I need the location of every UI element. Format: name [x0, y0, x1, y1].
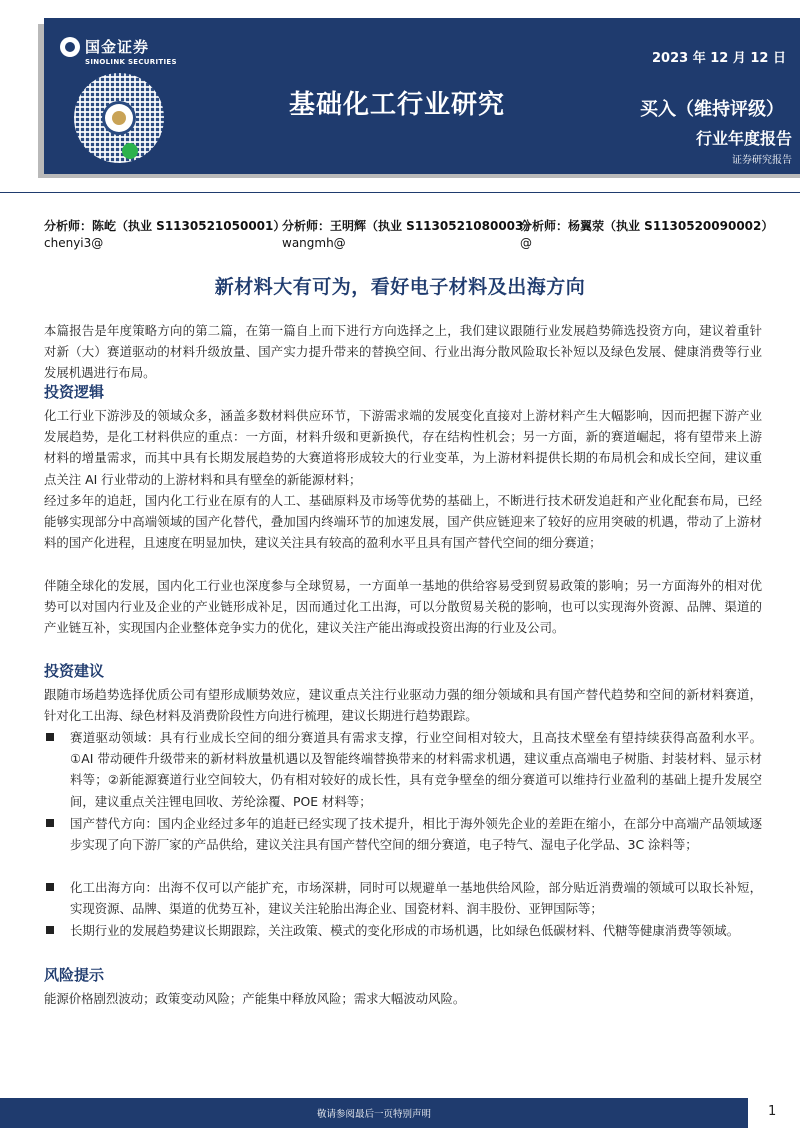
bullet-square-icon [46, 733, 54, 741]
rating-label: 买入（维持评级） [640, 99, 784, 120]
analyst-name: 分析师：陈屹（执业 S1130521050001） [44, 219, 286, 233]
bullet-square-icon [46, 883, 54, 891]
logic-paragraph: 经过多年的追赶，国内化工行业在原有的人工、基础原料及市场等优势的基础上，不断进行技术研发追赶和产业化配套布局，已经能够实现部分中高端领域的国产化替代，叠加国内终端环节的加速发展，国产供应链迎来了较好的应用突破的机遇，带动了上游材料的国产化进程，且速度在明显加快，建议关注具有较高的盈利水平且具有国产替代空间的细分赛道； [44, 493, 762, 551]
logic-paragraph: 伴随全球化的发展，国内化工行业也深度参与全球贸易，一方面单一基地的供给容易受到贸易政策的影响；另一方面海外的相对优势可以对国内行业及企业的产业链形成补足，因而通过化工出海，可以分散贸易关税的影响，也可以实现海外资源、品牌、渠道的产业链互补，实现国内企业整体竞争实力的优化，建议关注产能出海或投资出海的行业及公司。 [44, 578, 762, 636]
advice-bullet: 长期行业的发展趋势建议长期跟踪，关注政策、模式的变化形成的市场机遇，比如绿色低碳材料、代糖等健康消费等领域。 [70, 923, 740, 938]
bullet-square-icon [46, 926, 54, 934]
analyst-email[interactable]: chenyi3@ [44, 236, 104, 250]
intro-paragraph: 本篇报告是年度策略方向的第二篇，在第一篇自上而下进行方向选择之上，我们建议跟随行业发展趋势筛选投资方向，建议着重针对新（大）赛道驱动的材料升级放量、国产实力提升带来的替换空间、行业出海分散风险取长补短以及绿色发展、健康消费等行业发展机遇进行布局。 [44, 323, 762, 381]
qr-center-logo-icon [105, 104, 133, 132]
header-divider [0, 192, 800, 193]
advice-paragraph: 跟随市场趋势选择优质公司有望形成顺势效应，建议重点关注行业驱动力强的细分领域和具有国产替代趋势和空间的新材料赛道，针对化工出海、绿色材料及消费阶段性方向进行梳理，建议长期进行趋势跟踪。 [44, 687, 762, 724]
section-heading-logic: 投资逻辑 [44, 383, 105, 401]
analyst-name: 分析师：王明辉（执业 S1130521080003） [282, 219, 536, 233]
analyst-email[interactable]: @ [520, 236, 532, 250]
company-logo [60, 36, 177, 66]
section-heading-risk: 风险提示 [44, 966, 105, 984]
report-header [44, 18, 800, 174]
qr-code-icon [74, 73, 164, 163]
analyst-email[interactable]: wangmh@ [282, 236, 346, 250]
report-title: 新材料大有可为，看好电子材料及出海方向 [214, 276, 586, 298]
footer-disclaimer-link[interactable]: 敬请参阅最后一页特别声明 [316, 1109, 431, 1120]
report-date: 2023 年 12 月 12 日 [652, 51, 786, 66]
industry-title: 基础化工行业研究 [289, 90, 506, 120]
advice-bullet: 赛道驱动领域：具有行业成长空间的细分赛道具有需求支撑，行业空间相对较大，且高技术壁垒有望持续获得高盈利水平。①AI 带动硬件升级带来的新材料放量机遇以及智能终端替换带来的材料需求机遇，建议重点高端电子树脂、封装材料、显示材料等；②新能源赛道行业空间较大，仍有相对较好的成长性，具有竞争壁垒的细分赛道可以维持行业盈利的基础上提升发展空间，建议重点关注锂电回收、芳纶涂覆、POE 材料等； [70, 730, 762, 809]
bullet-square-icon [46, 819, 54, 827]
analyst-info [520, 218, 773, 252]
section-heading-advice: 投资建议 [44, 662, 105, 680]
logo-name-cn: 国金证券 [85, 38, 150, 56]
risk-paragraph: 能源价格剧烈波动；政策变动风险；产能集中释放风险；需求大幅波动风险。 [44, 991, 466, 1006]
page-number: 1 [768, 1104, 777, 1119]
advice-bullet: 化工出海方向：出海不仅可以产能扩充，市场深耕，同时可以规避单一基地供给风险，部分贴近消费端的领域可以取长补短，实现资源、品牌、渠道的优势互补，建议关注轮胎出海企业、国瓷材料、润丰股份、亚钾国际等； [70, 880, 762, 917]
logo-mark-icon [60, 37, 80, 57]
logic-paragraph: 化工行业下游涉及的领域众多，涵盖多数材料供应环节，下游需求端的发展变化直接对上游材料产生大幅影响，因而把握下游产业发展趋势，是化工材料供应的重点：一方面，材料升级和更新换代，存在结构性机会；另一方面，新的赛道崛起，将有望带来上游材料的增量需求，而其中具有长期发展趋势的大赛道将形成较大的行业变革，为上游材料提供长期的布局机会和成长空间，建议重点关注 AI 行业带动的上游材料和具有壁垒的新能源材料； [44, 408, 762, 487]
analyst-info [44, 218, 285, 252]
advice-bullet: 国产替代方向：国内企业经过多年的追赶已经实现了技术提升，相比于海外领先企业的差距在缩小，在部分中高端产品领域逐步实现了向下游厂家的产品供给，建议关注具有国产替代空间的细分赛道，电子特气、湿电子化学品、3C 涂料等； [70, 816, 762, 853]
logo-name-en: SINOLINK SECURITIES [85, 58, 177, 66]
report-series: 证券研究报告 [732, 155, 792, 166]
analyst-info [282, 218, 535, 252]
wechat-badge-icon [122, 143, 138, 159]
analyst-name: 分析师：杨翼荥（执业 S1130520090002） [520, 219, 774, 233]
report-type: 行业年度报告 [695, 129, 792, 148]
